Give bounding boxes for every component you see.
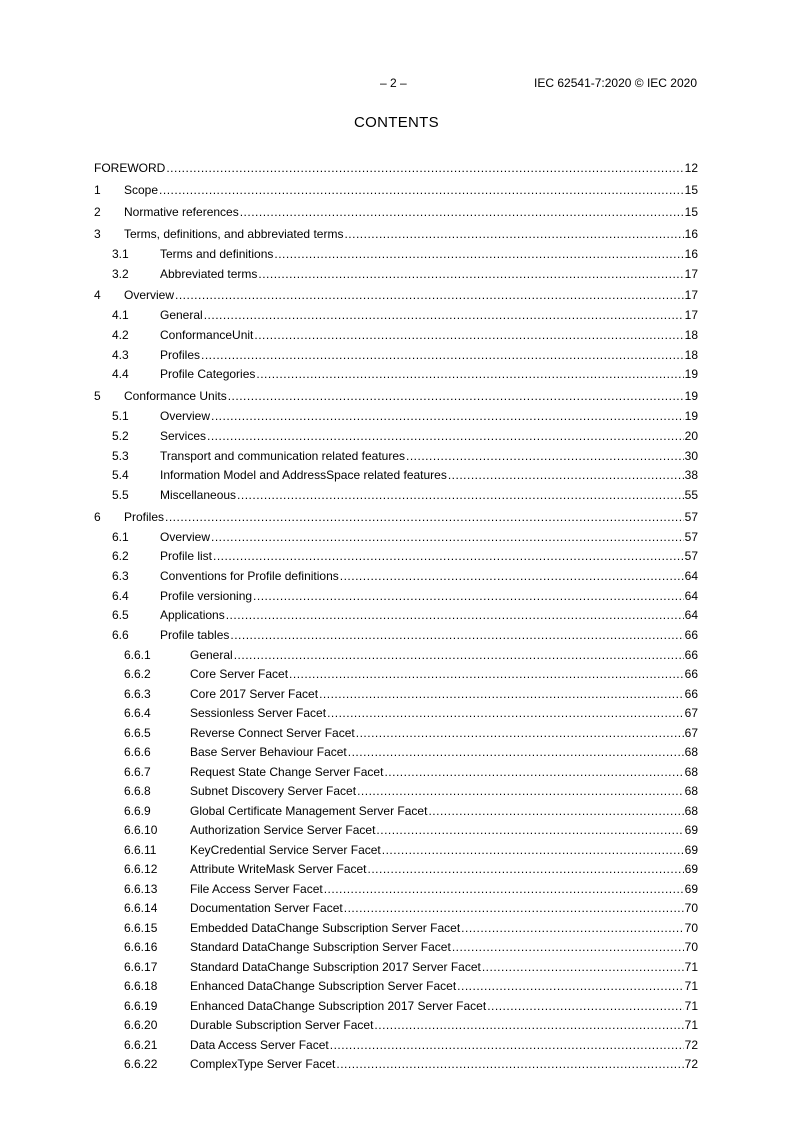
toc-entry-page[interactable]: 69 — [684, 842, 698, 857]
toc-entry-title[interactable]: Miscellaneous — [160, 487, 237, 502]
toc-leader-dots — [319, 685, 684, 705]
toc-entry-page[interactable]: 64 — [684, 588, 698, 603]
toc-entry-number: 4.3 — [112, 347, 129, 362]
toc-entry-page[interactable]: 66 — [684, 628, 698, 642]
toc-entry[interactable] — [94, 587, 698, 607]
toc-entry-number: 6.6.15 — [124, 920, 158, 935]
toc-entry[interactable] — [94, 385, 698, 407]
toc-entry-number: 5.3 — [112, 448, 129, 463]
toc-entry-title[interactable]: Profile versioning — [160, 588, 253, 603]
toc-entry-number: 6.6.22 — [124, 1057, 158, 1072]
toc-entry[interactable] — [94, 821, 698, 841]
toc-entry-title[interactable]: Documentation Server Facet — [190, 901, 343, 916]
toc-leader-dots — [384, 763, 683, 783]
toc-entry-title[interactable]: Profiles — [124, 509, 165, 524]
toc-entry-title[interactable]: Global Certificate Management Server Facet — [190, 803, 428, 818]
toc-entry-number: 6.6.11 — [124, 842, 157, 857]
toc-entry-title[interactable]: ConformanceUnit — [160, 328, 254, 343]
toc-leader-dots — [234, 646, 684, 666]
toc-entry[interactable] — [94, 245, 698, 265]
toc-leader-dots — [274, 245, 683, 265]
toc-entry-number: 5.1 — [112, 409, 129, 424]
toc-entry-number: 6.6.7 — [124, 764, 151, 779]
toc-entry-page[interactable]: 55 — [684, 487, 698, 502]
toc-entry-title[interactable]: Normative references — [124, 205, 239, 219]
toc-entry[interactable] — [94, 743, 698, 763]
toc-entry-page[interactable]: 64 — [684, 568, 698, 583]
toc-entry-number: 4 — [94, 288, 101, 303]
toc-entry-title[interactable]: Transport and communication related features — [160, 448, 406, 463]
toc-entry-page[interactable]: 71 — [684, 979, 698, 994]
toc-leader-dots — [327, 704, 684, 724]
toc-entry[interactable] — [94, 802, 698, 822]
toc-entry-number: 6.6.1 — [124, 647, 151, 662]
toc-leader-dots — [204, 306, 684, 326]
toc-entry-title[interactable]: FOREWORD — [94, 161, 166, 175]
toc-leader-dots — [213, 547, 684, 567]
toc-entry-number: 3.2 — [112, 266, 129, 281]
toc-entry[interactable] — [94, 606, 698, 626]
toc-entry-number: 6 — [94, 509, 101, 524]
toc-entry-title[interactable]: Profile tables — [160, 628, 230, 642]
toc-entry-title[interactable]: Embedded DataChange Subscription Server Facet — [190, 920, 461, 935]
toc-entry-title[interactable]: Services — [160, 428, 207, 443]
toc-entry[interactable] — [94, 179, 698, 201]
toc-entry-number: 4.4 — [112, 367, 129, 382]
toc-entry-number: 6.6 — [112, 628, 129, 642]
toc-entry-page[interactable]: 66 — [684, 647, 698, 662]
toc-entry-number: 6.6.3 — [124, 686, 151, 701]
toc-entry[interactable] — [94, 880, 698, 900]
toc-entry-number: 6.6.12 — [124, 862, 158, 877]
toc-leader-dots — [461, 919, 683, 939]
toc-entry-title[interactable]: Scope — [124, 183, 159, 197]
toc-leader-dots — [228, 385, 684, 407]
toc-entry-number: 2 — [94, 205, 101, 219]
toc-entry-number: 6.6.17 — [124, 959, 158, 974]
toc-leader-dots — [357, 782, 684, 802]
toc-entry-title[interactable]: KeyCredential Service Server Facet — [190, 842, 381, 857]
toc-entry-number: 6.6.14 — [124, 901, 158, 916]
toc-entry-page[interactable]: 68 — [684, 764, 698, 779]
toc-leader-dots — [201, 346, 684, 366]
toc-leader-dots — [457, 977, 683, 997]
toc-entry-page[interactable]: 18 — [684, 328, 698, 343]
toc-entry[interactable] — [94, 724, 698, 744]
toc-leader-dots — [374, 1016, 683, 1036]
toc-entry-page[interactable]: 72 — [684, 1057, 698, 1072]
toc-entry-page[interactable]: 38 — [684, 468, 698, 483]
toc-entry[interactable] — [94, 646, 698, 666]
toc-entry-number: 6.2 — [112, 549, 129, 564]
toc-entry[interactable] — [94, 284, 698, 306]
toc-entry-page[interactable]: 66 — [684, 686, 698, 701]
table-of-contents — [94, 157, 698, 1075]
toc-entry-page[interactable]: 19 — [684, 389, 698, 404]
toc-entry-title[interactable]: Enhanced DataChange Subscription Server Facet — [190, 979, 457, 994]
toc-entry[interactable] — [94, 782, 698, 802]
toc-leader-dots — [482, 958, 684, 978]
toc-entry-title[interactable]: Terms, definitions, and abbreviated terms — [124, 227, 344, 241]
toc-entry-title[interactable]: Data Access Server Facet — [190, 1037, 329, 1052]
toc-entry[interactable] — [94, 567, 698, 587]
toc-entry-title[interactable]: Information Model and AddressSpace related features — [160, 468, 447, 483]
toc-leader-dots — [448, 466, 684, 486]
toc-entry-title[interactable]: Profiles — [160, 347, 201, 362]
toc-entry-title[interactable]: Standard DataChange Subscription 2017 Server Facet — [190, 959, 481, 974]
toc-entry-number: 5.5 — [112, 487, 129, 502]
toc-entry-page[interactable]: 68 — [684, 745, 698, 760]
toc-entry-title[interactable]: Core 2017 Server Facet — [190, 686, 319, 701]
toc-entry[interactable] — [94, 407, 698, 427]
toc-entry-page[interactable]: 17 — [684, 308, 698, 323]
toc-entry-number: 6.6.8 — [124, 784, 151, 799]
toc-entry-number: 1 — [94, 183, 101, 197]
toc-entry-page[interactable]: 67 — [684, 725, 698, 740]
toc-entry[interactable] — [94, 547, 698, 567]
toc-entry-page[interactable]: 17 — [684, 266, 698, 281]
toc-entry-number: 5.2 — [112, 428, 129, 443]
toc-entry-title[interactable]: Request State Change Server Facet — [190, 764, 384, 779]
toc-entry-title[interactable]: Profile Categories — [160, 367, 256, 382]
toc-entry-number: 3.1 — [112, 247, 129, 261]
toc-entry-page[interactable]: 69 — [684, 881, 698, 896]
toc-entry-number: 6.5 — [112, 608, 129, 623]
toc-entry-title[interactable]: Core Server Facet — [190, 667, 289, 682]
toc-leader-dots — [324, 880, 684, 900]
toc-entry-title[interactable]: Durable Subscription Server Facet — [190, 1018, 374, 1033]
toc-leader-dots — [256, 365, 683, 385]
toc-entry-title[interactable]: Conventions for Profile definitions — [160, 568, 339, 583]
toc-entry-number: 6.6.20 — [124, 1018, 158, 1033]
toc-leader-dots — [344, 899, 684, 919]
toc-leader-dots — [376, 821, 683, 841]
toc-entry-number: 6.6.18 — [124, 979, 158, 994]
toc-entry-title[interactable]: Reverse Connect Server Facet — [190, 725, 355, 740]
toc-entry-title[interactable]: ComplexType Server Facet — [190, 1057, 336, 1072]
toc-leader-dots — [406, 447, 684, 467]
toc-entry-number: 6.3 — [112, 568, 129, 583]
toc-entry-page[interactable]: 69 — [684, 862, 698, 877]
toc-entry[interactable] — [94, 1036, 698, 1056]
toc-entry-number: 6.6.4 — [124, 706, 151, 721]
toc-entry-page[interactable]: 70 — [684, 901, 698, 916]
toc-entry[interactable] — [94, 626, 698, 646]
toc-entry-page[interactable]: 16 — [684, 247, 698, 261]
page-number: – 2 – — [380, 76, 407, 90]
toc-entry-page[interactable]: 15 — [684, 183, 698, 197]
toc-entry-title[interactable]: Applications — [160, 608, 225, 623]
toc-entry-number: 6.6.19 — [124, 998, 158, 1013]
toc-entry[interactable] — [94, 1055, 698, 1075]
toc-leader-dots — [368, 860, 684, 880]
toc-leader-dots — [237, 486, 684, 506]
toc-entry[interactable] — [94, 365, 698, 385]
toc-entry[interactable] — [94, 157, 698, 179]
toc-entry-page[interactable]: 12 — [684, 161, 698, 175]
toc-leader-dots — [330, 1036, 684, 1056]
toc-leader-dots — [230, 626, 683, 646]
toc-entry-page[interactable]: 70 — [684, 940, 698, 955]
page-header — [0, 76, 793, 92]
toc-entry-page[interactable]: 16 — [684, 227, 698, 241]
toc-entry[interactable] — [94, 427, 698, 447]
toc-entry-number: 6.6.10 — [124, 823, 158, 838]
toc-entry-number: 3 — [94, 227, 101, 241]
toc-entry-title[interactable]: Attribute WriteMask Server Facet — [190, 862, 367, 877]
toc-entry-number: 6.6.21 — [124, 1037, 158, 1052]
toc-leader-dots — [159, 179, 684, 201]
toc-entry[interactable] — [94, 997, 698, 1017]
toc-entry-title[interactable]: Profile list — [160, 549, 213, 564]
toc-entry[interactable] — [94, 306, 698, 326]
toc-entry-page[interactable]: 19 — [684, 409, 698, 424]
toc-entry-number: 6.6.5 — [124, 725, 151, 740]
toc-entry[interactable] — [94, 919, 698, 939]
toc-entry-title[interactable]: Base Server Behaviour Facet — [190, 745, 347, 760]
toc-entry[interactable] — [94, 506, 698, 528]
toc-entry-number: 5.4 — [112, 468, 129, 483]
toc-entry[interactable] — [94, 841, 698, 861]
toc-entry-page[interactable]: 68 — [684, 803, 698, 818]
toc-entry[interactable] — [94, 466, 698, 486]
toc-leader-dots — [165, 506, 684, 528]
toc-entry-page[interactable]: 15 — [684, 205, 698, 219]
toc-entry-page[interactable]: 18 — [684, 347, 698, 362]
toc-leader-dots — [289, 665, 684, 685]
toc-entry-page[interactable]: 71 — [684, 1018, 698, 1033]
toc-leader-dots — [487, 997, 683, 1017]
toc-entry[interactable] — [94, 223, 698, 245]
toc-entry[interactable] — [94, 326, 698, 346]
contents-heading: CONTENTS — [354, 114, 439, 131]
toc-entry-page[interactable]: 71 — [684, 998, 698, 1013]
toc-entry-page[interactable]: 67 — [684, 706, 698, 721]
toc-entry-number: 6.4 — [112, 588, 129, 603]
toc-entry[interactable] — [94, 665, 698, 685]
toc-entry-page[interactable]: 70 — [684, 920, 698, 935]
toc-entry-page[interactable]: 71 — [684, 959, 698, 974]
toc-entry-number: 6.6.9 — [124, 803, 151, 818]
toc-entry-title[interactable]: Subnet Discovery Server Facet — [190, 784, 357, 799]
toc-entry-page[interactable]: 57 — [684, 549, 698, 564]
toc-entry-number: 5 — [94, 389, 101, 404]
toc-entry-number: 4.1 — [112, 308, 129, 323]
toc-entry-number: 6.6.6 — [124, 745, 151, 760]
toc-entry-title[interactable]: General — [190, 647, 233, 662]
toc-leader-dots — [166, 157, 683, 179]
toc-entry-page[interactable]: 68 — [684, 784, 698, 799]
document-identifier: IEC 62541-7:2020 © IEC 2020 — [534, 76, 697, 90]
toc-leader-dots — [348, 743, 684, 763]
toc-leader-dots — [254, 326, 683, 346]
toc-leader-dots — [382, 841, 684, 861]
toc-entry[interactable] — [94, 1016, 698, 1036]
toc-leader-dots — [344, 223, 683, 245]
toc-entry[interactable] — [94, 346, 698, 366]
toc-entry-title[interactable]: Sessionless Server Facet — [190, 706, 327, 721]
toc-entry-title[interactable]: Overview — [160, 529, 211, 544]
toc-entry-title[interactable]: Enhanced DataChange Subscription 2017 Server Facet — [190, 998, 487, 1013]
toc-entry-number: 6.6.13 — [124, 881, 158, 896]
toc-leader-dots — [240, 201, 684, 223]
toc-leader-dots — [253, 587, 684, 607]
toc-entry[interactable] — [94, 265, 698, 285]
toc-entry-title[interactable]: General — [160, 308, 203, 323]
toc-entry[interactable] — [94, 486, 698, 506]
toc-entry[interactable] — [94, 685, 698, 705]
toc-entry-page[interactable]: 30 — [684, 448, 698, 463]
toc-entry[interactable] — [94, 860, 698, 880]
toc-entry-title[interactable]: Conformance Units — [124, 389, 227, 404]
toc-entry[interactable] — [94, 958, 698, 978]
toc-entry-page[interactable]: 19 — [684, 367, 698, 382]
toc-entry-title[interactable]: Abbreviated terms — [160, 266, 258, 281]
toc-leader-dots — [207, 427, 684, 447]
toc-leader-dots — [175, 284, 684, 306]
toc-entry-title[interactable]: File Access Server Facet — [190, 881, 323, 896]
toc-entry[interactable] — [94, 938, 698, 958]
toc-entry[interactable] — [94, 763, 698, 783]
toc-entry-number: 6.6.16 — [124, 940, 158, 955]
toc-leader-dots — [226, 606, 684, 626]
toc-entry-page[interactable]: 20 — [684, 428, 698, 443]
toc-entry-page[interactable]: 57 — [684, 529, 698, 544]
toc-entry[interactable] — [94, 899, 698, 919]
toc-entry-title[interactable]: Standard DataChange Subscription Server Facet — [190, 940, 451, 955]
toc-leader-dots — [336, 1055, 683, 1075]
toc-entry-title[interactable]: Terms and definitions — [160, 247, 274, 261]
toc-entry[interactable] — [94, 977, 698, 997]
toc-entry-title[interactable]: Overview — [124, 288, 175, 303]
toc-leader-dots — [258, 265, 683, 285]
toc-leader-dots — [211, 528, 684, 548]
toc-entry-number: 4.2 — [112, 328, 129, 343]
toc-entry-page[interactable]: 57 — [684, 509, 698, 524]
toc-entry-page[interactable]: 64 — [684, 608, 698, 623]
toc-leader-dots — [452, 938, 684, 958]
toc-leader-dots — [340, 567, 684, 587]
toc-entry[interactable] — [94, 704, 698, 724]
toc-entry-page[interactable]: 69 — [684, 823, 698, 838]
toc-entry-page[interactable]: 17 — [684, 288, 698, 303]
toc-leader-dots — [211, 407, 684, 427]
toc-entry-page[interactable]: 72 — [684, 1037, 698, 1052]
toc-entry-page[interactable]: 66 — [684, 667, 698, 682]
toc-entry-title[interactable]: Overview — [160, 409, 211, 424]
toc-leader-dots — [428, 802, 683, 822]
toc-leader-dots — [356, 724, 684, 744]
toc-entry[interactable] — [94, 528, 698, 548]
toc-entry-title[interactable]: Authorization Service Server Facet — [190, 823, 376, 838]
toc-entry[interactable] — [94, 201, 698, 223]
toc-entry-number: 6.1 — [112, 529, 129, 544]
toc-entry-number: 6.6.2 — [124, 667, 151, 682]
toc-entry[interactable] — [94, 447, 698, 467]
